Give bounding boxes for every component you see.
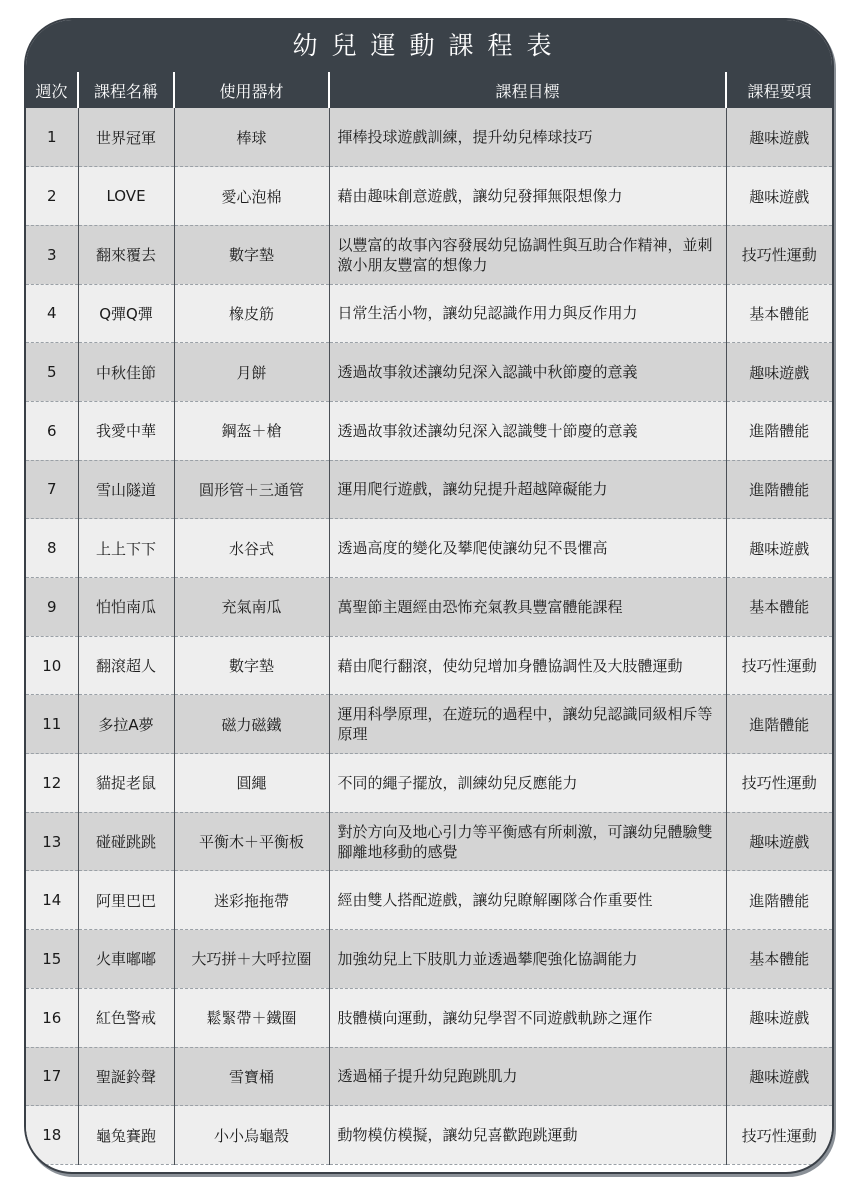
week-cell: 4 [26,284,78,343]
goal-cell: 運用爬行遊戲，讓幼兒提升超越障礙能力 [329,460,726,519]
course-name-cell: 中秋佳節 [78,343,174,402]
course-name-cell: LOVE [78,167,174,226]
equipment-cell: 迷彩拖拖帶 [174,871,329,930]
type-cell: 技巧性運動 [726,1106,832,1165]
table-row [26,1106,832,1165]
equipment-cell: 愛心泡棉 [174,167,329,226]
course-name-cell: 聖誕鈴聲 [78,1047,174,1106]
table-row [26,284,832,343]
goal-cell: 透過故事敘述讓幼兒深入認識雙十節慶的意義 [329,401,726,460]
goal-cell: 透過桶子提升幼兒跑跳肌力 [329,1047,726,1106]
type-cell: 基本體能 [726,578,832,637]
equipment-cell: 磁力磁鐵 [174,695,329,754]
type-cell: 趣味遊戲 [726,108,832,167]
table-row [26,401,832,460]
equipment-cell: 小小烏龜殼 [174,1106,329,1165]
table-row [26,519,832,578]
goal-cell: 藉由趣味創意遊戲，讓幼兒發揮無限想像力 [329,167,726,226]
week-cell: 12 [26,754,78,813]
goal-cell: 加強幼兒上下肢肌力並透過攀爬強化協調能力 [329,930,726,989]
goal-cell: 藉由爬行翻滾，使幼兒增加身體協調性及大肢體運動 [329,636,726,695]
goal-cell: 透過高度的變化及攀爬使讓幼兒不畏懼高 [329,519,726,578]
goal-cell: 日常生活小物，讓幼兒認識作用力與反作用力 [329,284,726,343]
goal-cell: 肢體橫向運動，讓幼兒學習不同遊戲軌跡之運作 [329,988,726,1047]
table-row [26,754,832,813]
header-course-name: 課程名稱 [78,72,174,108]
equipment-cell: 棒球 [174,108,329,167]
type-cell: 進階體能 [726,460,832,519]
table-header-row [26,72,832,108]
type-cell: 進階體能 [726,401,832,460]
goal-cell: 運用科學原理，在遊玩的過程中，讓幼兒認識同級相斥等原理 [329,695,726,754]
type-cell: 技巧性運動 [726,754,832,813]
course-name-cell: 貓捉老鼠 [78,754,174,813]
schedule-sheet [24,18,834,1174]
equipment-cell: 數字墊 [174,225,329,284]
type-cell: 進階體能 [726,695,832,754]
week-cell: 1 [26,108,78,167]
course-name-cell: Q彈Q彈 [78,284,174,343]
equipment-cell: 圓形管＋三通管 [174,460,329,519]
course-name-cell: 世界冠軍 [78,108,174,167]
course-name-cell: 阿里巴巴 [78,871,174,930]
equipment-cell: 數字墊 [174,636,329,695]
week-cell: 17 [26,1047,78,1106]
week-cell: 10 [26,636,78,695]
equipment-cell: 水谷式 [174,519,329,578]
type-cell: 技巧性運動 [726,225,832,284]
type-cell: 進階體能 [726,871,832,930]
week-cell: 9 [26,578,78,637]
table-row [26,1047,832,1106]
header-equipment: 使用器材 [174,72,329,108]
type-cell: 基本體能 [726,284,832,343]
page-title: 幼兒運動課程表 [26,20,832,72]
equipment-cell: 大巧拼＋大呼拉圈 [174,930,329,989]
course-name-cell: 怕怕南瓜 [78,578,174,637]
week-cell: 13 [26,812,78,871]
week-cell: 2 [26,167,78,226]
course-name-cell: 紅色警戒 [78,988,174,1047]
goal-cell: 經由雙人搭配遊戲，讓幼兒瞭解團隊合作重要性 [329,871,726,930]
week-cell: 11 [26,695,78,754]
type-cell: 趣味遊戲 [726,812,832,871]
type-cell: 技巧性運動 [726,636,832,695]
equipment-cell: 橡皮筋 [174,284,329,343]
course-name-cell: 上上下下 [78,519,174,578]
course-name-cell: 碰碰跳跳 [78,812,174,871]
equipment-cell: 鋼盔＋槍 [174,401,329,460]
equipment-cell: 平衡木＋平衡板 [174,812,329,871]
type-cell: 趣味遊戲 [726,343,832,402]
table-row [26,578,832,637]
table-row [26,812,832,871]
week-cell: 8 [26,519,78,578]
course-name-cell: 翻滾超人 [78,636,174,695]
type-cell: 趣味遊戲 [726,1047,832,1106]
equipment-cell: 圓繩 [174,754,329,813]
week-cell: 15 [26,930,78,989]
type-cell: 趣味遊戲 [726,988,832,1047]
equipment-cell: 鬆緊帶＋鐵圈 [174,988,329,1047]
goal-cell: 不同的繩子擺放，訓練幼兒反應能力 [329,754,726,813]
table-row [26,636,832,695]
week-cell: 14 [26,871,78,930]
goal-cell: 萬聖節主題經由恐怖充氣教具豐富體能課程 [329,578,726,637]
course-name-cell: 龜兔賽跑 [78,1106,174,1165]
type-cell: 趣味遊戲 [726,167,832,226]
week-cell: 7 [26,460,78,519]
goal-cell: 透過故事敘述讓幼兒深入認識中秋節慶的意義 [329,343,726,402]
header-type: 課程要項 [726,72,832,108]
table-row [26,108,832,167]
course-name-cell: 雪山隧道 [78,460,174,519]
course-name-cell: 翻來覆去 [78,225,174,284]
course-name-cell: 火車嘟嘟 [78,930,174,989]
week-cell: 6 [26,401,78,460]
table-row [26,460,832,519]
table-row [26,695,832,754]
table-row [26,930,832,989]
equipment-cell: 雪寶桶 [174,1047,329,1106]
week-cell: 18 [26,1106,78,1165]
table-row [26,988,832,1047]
table-row [26,343,832,402]
week-cell: 5 [26,343,78,402]
table-row [26,871,832,930]
equipment-cell: 充氣南瓜 [174,578,329,637]
week-cell: 16 [26,988,78,1047]
goal-cell: 對於方向及地心引力等平衡感有所刺激，可讓幼兒體驗雙腳離地移動的感覺 [329,812,726,871]
header-goal: 課程目標 [329,72,726,108]
course-table [26,72,832,1165]
course-name-cell: 我愛中華 [78,401,174,460]
week-cell: 3 [26,225,78,284]
type-cell: 基本體能 [726,930,832,989]
table-row [26,225,832,284]
goal-cell: 以豐富的故事內容發展幼兒協調性與互助合作精神，並刺激小朋友豐富的想像力 [329,225,726,284]
header-week: 週次 [26,72,78,108]
goal-cell: 揮棒投球遊戲訓練，提升幼兒棒球技巧 [329,108,726,167]
type-cell: 趣味遊戲 [726,519,832,578]
table-row [26,167,832,226]
equipment-cell: 月餅 [174,343,329,402]
course-name-cell: 多拉A夢 [78,695,174,754]
goal-cell: 動物模仿模擬，讓幼兒喜歡跑跳運動 [329,1106,726,1165]
